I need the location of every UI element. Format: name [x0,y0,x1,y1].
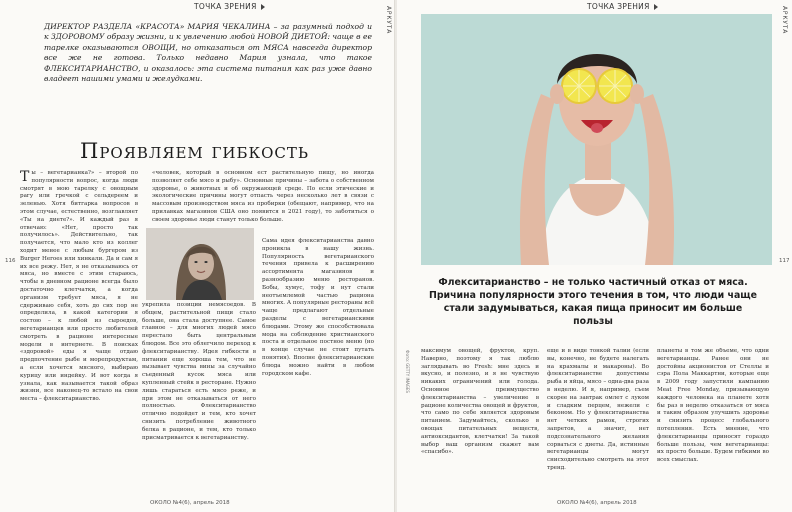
intro-lede: ДИРЕКТОР РАЗДЕЛА «КРАСОТА» МАРИЯ ЧЕКАЛИНА – за разумный подход и к ЗДОРОВОМУ образу жизни, и к увлечению любой НОВОЙ ДИЕТОЙ: чаще в ее тарелке оказываются ОВОЩИ, но отказаться от МЯСА навсегда директор все же не готова. Только недавно Мария узнала, что такое ФЛЕКСИТАРИАНСТВО, и оказалось: эта система питания как раз уже давно владеет нашими умами и желудками. [44,22,372,84]
article-column-1 [20,170,138,488]
arrow-icon [654,4,658,10]
column-text: Сама идея флекситарианства давно проникла в нашу жизнь. Популярность вегетарианского течения привела к расширению ассортимента магазинов и разнообразию меню ресторанов. Бобы, хумус, тофу и нут стали неотъемлемой частью рациона многих. А популярные рестораны всё чаще предлагают отдельные разделы с вегетарианскими блюдами. Этому же способствовала мода на соблюдение христианского поста и отдельное постное меню (но в конце случае не стоит путать понятия). Вполне флекситарианские блюда можно найти в любом городском кафе. [262,238,374,377]
column-text: укрепила позиции немясоедов. В общем, растительной пищи стало больше, она стала доступнее. Самое главное – для многих людей мясо перестало быть центральным блюдом. Все это облегчило переход к флекситарианству. Идея гибкости в питании еще хороша тем, что не вызывает чувства вины за случайно съеденный кусок мяса или купленный стейк в ресторане. Нужно лишь стараться есть мясо реже, и при этом не отказываться от него полностью. Флекситарианство отлично подойдет и тем, кто хочет снизить потребление животного белка в рационе, и тем, кто только присматривается к вегетарианству. [142,302,256,441]
article-column-5 [421,348,539,498]
side-tag: АРКУТА [781,6,788,35]
column-text: «человек, который в основном ест растительную пищу, но иногда позволяет себе мясо и рыбу». Основные причины – забота о собственном здоровье, о животных и об окружающей среде. По если этические и экологические причины могут отпасть через несколько лет в связи с массовым производством мяса из пробирки (обещают, например, что на прилавках магазинов США оно появится в 2021 году), то заботиться о своем здоровье люди станут только больше. [152,170,374,223]
side-tag: АРКУТА [385,6,392,35]
section-tag [587,2,658,11]
article-column-4 [262,238,374,488]
page-number: 116 [5,258,16,264]
column-text: ы – вегетарианка?» – второй по популярности вопрос, когда люди смотрят в мою тарелку с овощным рагу или гречкой с сельдереем и зеленью. Хотя битгарка вопросов в этом случае, естественно, возглавляет «Ты на диете?». И каждый раз я отвечаю: «Нет, просто так получилось». Действительно, так получается, что мало кто из коллег ходит менее с любым бургером из Burger Heroes или хинкали. Да и сам я их все режу. Нет, я не отказываюсь от мяса, но вместе с этим стараюсь, чтобы в дневном рационе всегда было достаточно клетчатки, а когда организм требует мяса, я не сдерживаю себя, хоть до сих пор не определила, в какой категории я состою – к любой из сыроедов, вегетарианцев или просто любителей смотреть в рационе интересные модели в интернете. В поисках «здоровой» еды я чаще отдаю предпочтение рыбе и морепродуктам, а если хочется мясного, выбираю курицу или индейку. И вот когда я узнала, как называется такой образ жизни, все наконец-то встало на свои места – флекситарианство. [20,170,138,403]
issue-footer: ОКОЛО №4(6), апрель 2018 [557,500,637,506]
article-column-7 [657,348,769,498]
photo-caption: Флекситарианство – не только частичный отказ от мяса. Причина популярности этого течения в том, что люди чаще стали задумываться, какая пища приносит им больше пользы [429,277,757,327]
right-page [397,0,792,512]
section-tag [194,2,265,11]
left-page [0,0,395,512]
article-column-6 [547,348,649,498]
photo-credit: Фото: GETTY IMAGES [405,350,410,393]
page-title: Проявляем гибкость [80,139,309,163]
section-tag-label: ТОЧКА ЗРЕНИЯ [194,2,257,11]
section-tag-label: ТОЧКА ЗРЕНИЯ [587,2,650,11]
feature-photo [421,14,772,265]
author-portrait [146,228,254,300]
page-number: 117 [779,258,790,264]
woman-lemon-eyes-photo [421,14,772,265]
column-text: максимум овощей, фруктов, круп. Наверно, поэтому я так люблю заглядывать во Fresh: мне здесь и вкусно, и полезно, и я не чувствую никаких ограничений или голода. Основное преимущество флекситарианства – увеличение в рационе количества овощей и фруктов, что само по себе является здоровым питанием. Задумайтесь, сколько в овощах питательных веществ, антиоксидантов, клетчатки! За такой выбор ваш организм скажет вам «спасибо». [421,348,539,456]
column-text: планеты в том же объеме, что одни вегетарианцы. Ранее они не достойны акционистов от Стеллы и сэра Пола Маккартни, которые еще в 2009 году запустили кампанию Meat Free Monday, призывающую каждого человека на планете хотя бы раз в неделю отказаться от мяса и таким образом улучшить здоровье и снизить процесс глобального потепления. Есть мнение, что флекситарианцы приносят гораздо больше пользы, чем вегетарианцы: их просто больше. Будем гибкими во всех смыслах. [657,348,769,464]
arrow-icon [261,4,265,10]
column-text: еще и в виде тонкой талии (если вы, конечно, не будете налегать на крахмалы и макароны). Во флекситарианстве допустимы рыба и яйца, мясо – одна-два раза в неделю. И я, например, съем скорее на завтрак омлет с луком и сладким перцем, нежели с беконом. Но у флекситарианства нет четких рамок, строгих запретов, а значит, нет подсознательного желания сорваться с диеты. Да, истинные вегетарианцы могут снисходительно смотреть на этот тренд. [547,348,649,471]
portrait-photo [146,228,254,300]
issue-footer: ОКОЛО №4(6), апрель 2018 [150,500,230,506]
article-column-3 [142,302,256,488]
drop-cap: Т [20,170,30,185]
